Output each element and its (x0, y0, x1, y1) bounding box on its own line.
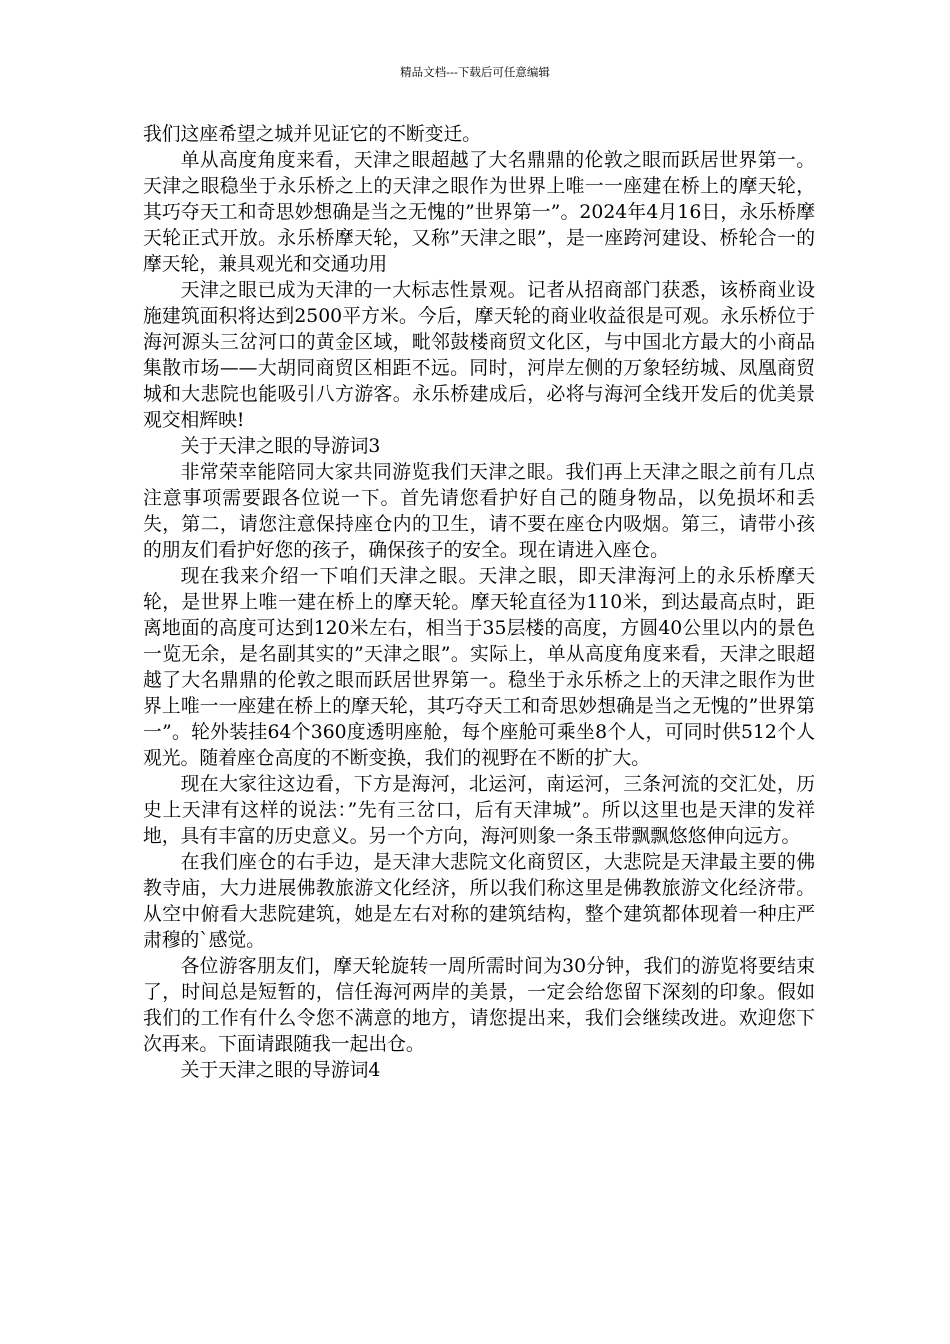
paragraph-height: 单从高度角度来看，天津之眼超越了大名鼎鼎的伦敦之眼而跃居世界第一。天津之眼稳坐于永乐桥之上的天津之眼作为世界上唯一一座建在桥上的摩天轮，其巧夺天工和奇思妙想确是当之无愧的”世界第一”。2024年4月16日，永乐桥摩天轮正式开放。永乐桥摩天轮，又称”天津之眼”，是一座跨河建设、桥轮合一的摩天轮，兼具观光和交通功用 (143, 150, 815, 275)
paragraph-landmark: 天津之眼已成为天津的一大标志性景观。记者从招商部门获悉，该桥商业设施建筑面积将达到2500平方米。今后，摩天轮的商业收益很是可观。永乐桥位于海河源头三岔河口的黄金区域，毗邻鼓楼商贸文化区，与中国北方最大的小商品集散市场——大胡同商贸区相距不远。同时，河岸左侧的万象轻纺城、凤凰商贸城和大悲院也能吸引八方游客。永乐桥建成后，必将与海河全线开发后的优美景观交相辉映! (143, 280, 815, 431)
paragraph-closing: 各位游客朋友们，摩天轮旋转一周所需时间为30分钟，我们的游览将要结束了，时间总是短暂的，信任海河两岸的美景，一定会给您留下深刻的印象。假如我们的工作有什么令您不满意的地方，请您提出来，我们会继续改进。欢迎您下次再来。下面请跟随我一起出仓。 (143, 956, 815, 1055)
paragraph-dabeiyuan: 在我们座仓的右手边，是天津大悲院文化商贸区，大悲院是天津最主要的佛教寺庙，大力进展佛教旅游文化经济，所以我们称这里是佛教旅游文化经济带。从空中俯看大悲院建筑，她是左右对称的建筑结构，整个建筑都体现着一种庄严肃穆的`感觉。 (143, 852, 815, 951)
section-heading-3: 关于天津之眼的导游词3 (180, 436, 381, 457)
paragraph-introduction: 现在我来介绍一下咱们天津之眼。天津之眼，即天津海河上的永乐桥摩天轮，是世界上唯一建在桥上的摩天轮。摩天轮直径为110米，到达最高点时，距离地面的高度可达到120米左右，相当于35层楼的高度，方圆40公里以内的景色一览无余，是名副其实的”天津之眼”。实际上，单从高度角度来看，天津之眼超越了大名鼎鼎的伦敦之眼而跃居世界第一。稳坐于永乐桥之上的天津之眼作为世界上唯一一座建在桥上的摩天轮，其巧夺天工和奇思妙想确是当之无愧的”世界第一”。轮外装挂64个360度透明座舱，每个座舱可乘坐8个人，可同时供512个人观光。随着座仓高度的不断变换，我们的视野在不断的扩大。 (143, 566, 815, 769)
paragraph-welcome: 非常荣幸能陪同大家共同游览我们天津之眼。我们再上天津之眼之前有几点注意事项需要跟各位说一下。首先请您看护好自己的随身物品，以免损坏和丢失，第二，请您注意保持座仓内的卫生，请不要在座仓内吸烟。第三，请带小孩的朋友们看护好您的孩子，确保孩子的安全。现在请进入座仓。 (143, 462, 815, 561)
section-heading-4: 关于天津之眼的导游词4 (180, 1060, 381, 1081)
paragraph-intro: 我们这座希望之城并见证它的不断变迁。 (143, 124, 482, 145)
document-body (143, 122, 815, 1084)
page-header: 精品文档---下载后可任意编辑 (400, 65, 550, 79)
paragraph-rivers: 现在大家往这边看，下方是海河，北运河，南运河，三条河流的交汇处，历史上天津有这样的说法：”先有三岔口，后有天津城”。所以这里也是天津的发祥地，具有丰富的历史意义。另一个方向，海河则象一条玉带飘飘悠悠伸向远方。 (143, 774, 815, 847)
